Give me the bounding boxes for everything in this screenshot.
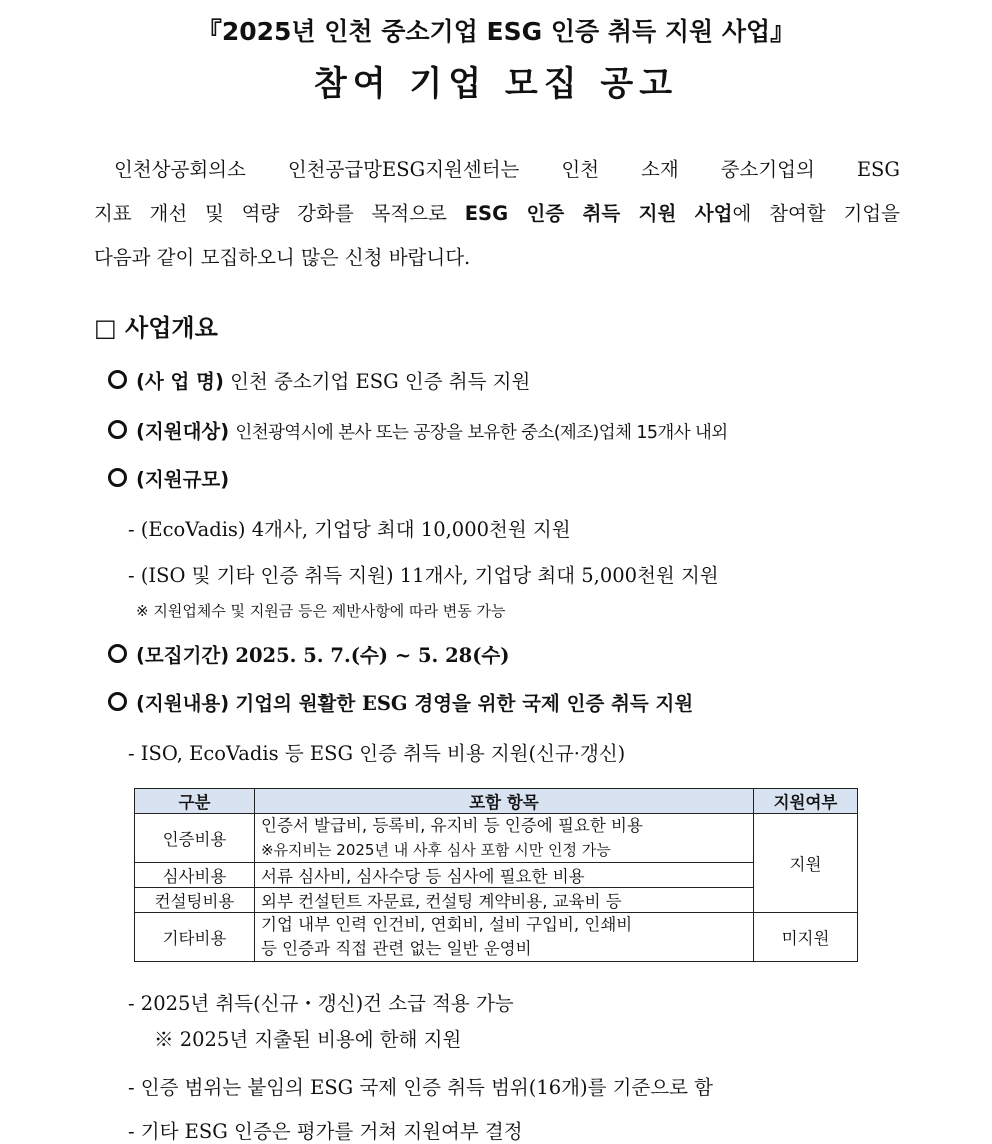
table-row bbox=[135, 888, 858, 913]
bullet-scale bbox=[108, 464, 229, 492]
circle-bullet-icon bbox=[108, 692, 127, 711]
footer-line-3: - 기타 ESG 인증은 평가를 거쳐 지원여부 결정 bbox=[128, 1120, 523, 1143]
table-cell-line: 등 인증과 직접 관련 없는 일반 운영비 bbox=[261, 939, 532, 958]
table-header: 구분 bbox=[135, 789, 255, 814]
intro-paragraph bbox=[94, 148, 900, 280]
scale-note: ※ 지원업체수 및 지원금 등은 제반사항에 따라 변동 가능 bbox=[136, 602, 506, 620]
bullet-period bbox=[108, 640, 510, 668]
table-cell-category: 인증비용 bbox=[135, 814, 255, 863]
content-sub: - ISO, EcoVadis 등 ESG 인증 취득 비용 지원(신규·갱신) bbox=[128, 742, 626, 765]
bullet-label: (지원대상) bbox=[136, 420, 230, 443]
table-cell-category: 컨설팅비용 bbox=[135, 888, 255, 913]
intro-line-3: 다음과 같이 모집하오니 많은 신청 바랍니다. bbox=[94, 246, 471, 269]
bullet-target bbox=[108, 416, 728, 444]
table-header: 포함 항목 bbox=[255, 789, 754, 814]
bullet-label: (모집기간) bbox=[136, 644, 230, 667]
circle-bullet-icon bbox=[108, 644, 127, 663]
intro-line-2 bbox=[94, 192, 900, 236]
table-cell-items bbox=[255, 913, 754, 962]
circle-bullet-icon bbox=[108, 420, 127, 439]
document-subtitle: 참여 기업 모집 공고 bbox=[313, 64, 679, 104]
circle-bullet-icon bbox=[108, 370, 127, 389]
bullet-value: 인천 중소기업 ESG 인증 취득 지원 bbox=[230, 370, 531, 393]
table-cell-support: 지원 bbox=[754, 814, 858, 913]
table-cell-items: 서류 심사비, 심사수당 등 심사에 필요한 비용 bbox=[255, 863, 754, 888]
bullet-value: 인천광역시에 본사 또는 공장을 보유한 중소(제조)업체 15개사 내외 bbox=[235, 423, 728, 443]
footer-line-2: - 인증 범위는 붙임의 ESG 국제 인증 취득 범위(16개)를 기준으로 함 bbox=[128, 1076, 714, 1099]
bullet-label: (지원내용) bbox=[136, 692, 230, 715]
bullet-name bbox=[108, 366, 530, 394]
intro-highlight: ESG 인증 취득 지원 사업 bbox=[464, 202, 733, 225]
cost-table bbox=[134, 788, 858, 962]
table-cell-line: 기업 내부 인력 인건비, 연회비, 설비 구입비, 인쇄비 bbox=[261, 915, 633, 934]
table-header-row bbox=[135, 789, 858, 814]
table-cell-category: 심사비용 bbox=[135, 863, 255, 888]
bullet-value: 기업의 원활한 ESG 경영을 위한 국제 인증 취득 지원 bbox=[235, 692, 694, 715]
bullet-label: (사 업 명) bbox=[136, 370, 224, 393]
bullet-value: 2025. 5. 7.(수) ~ 5. 28(수) bbox=[235, 644, 510, 667]
bullet-label: (지원규모) bbox=[136, 468, 230, 491]
bullet-content bbox=[108, 688, 693, 716]
footer-note: ※ 2025년 지출된 비용에 한해 지원 bbox=[154, 1028, 462, 1051]
table-cell-line: ※유지비는 2025년 내 사후 심사 포함 시만 인정 가능 bbox=[261, 841, 611, 859]
section-title: □ 사업개요 bbox=[94, 314, 218, 342]
table-header: 지원여부 bbox=[754, 789, 858, 814]
table-cell-category: 기타비용 bbox=[135, 913, 255, 962]
scale-item-2: - (ISO 및 기타 인증 취득 지원) 11개사, 기업당 최대 5,000천원 지원 bbox=[128, 564, 719, 587]
table-cell-items: 외부 컨설턴트 자문료, 컨설팅 계약비용, 교육비 등 bbox=[255, 888, 754, 913]
table-row bbox=[135, 814, 858, 863]
table-row bbox=[135, 863, 858, 888]
scale-item-1: - (EcoVadis) 4개사, 기업당 최대 10,000천원 지원 bbox=[128, 518, 571, 541]
table-row bbox=[135, 913, 858, 962]
document-title: 『2025년 인천 중소기업 ESG 인증 취득 지원 사업』 bbox=[196, 17, 796, 46]
table-cell-support: 미지원 bbox=[754, 913, 858, 962]
footer-line-1: - 2025년 취득(신규・갱신)건 소급 적용 가능 bbox=[128, 992, 514, 1015]
table-cell-line: 인증서 발급비, 등록비, 유지비 등 인증에 필요한 비용 bbox=[261, 816, 643, 835]
intro-line-2-text: 지표 개선 및 역량 강화를 목적으로 bbox=[94, 202, 465, 225]
circle-bullet-icon bbox=[108, 468, 127, 487]
table-cell-items bbox=[255, 814, 754, 863]
intro-line-1: 인천상공회의소 인천공급망ESG지원센터는 인천 소재 중소기업의 ESG bbox=[114, 158, 900, 181]
intro-line-2-tail: 에 참여할 기업을 bbox=[732, 202, 900, 225]
